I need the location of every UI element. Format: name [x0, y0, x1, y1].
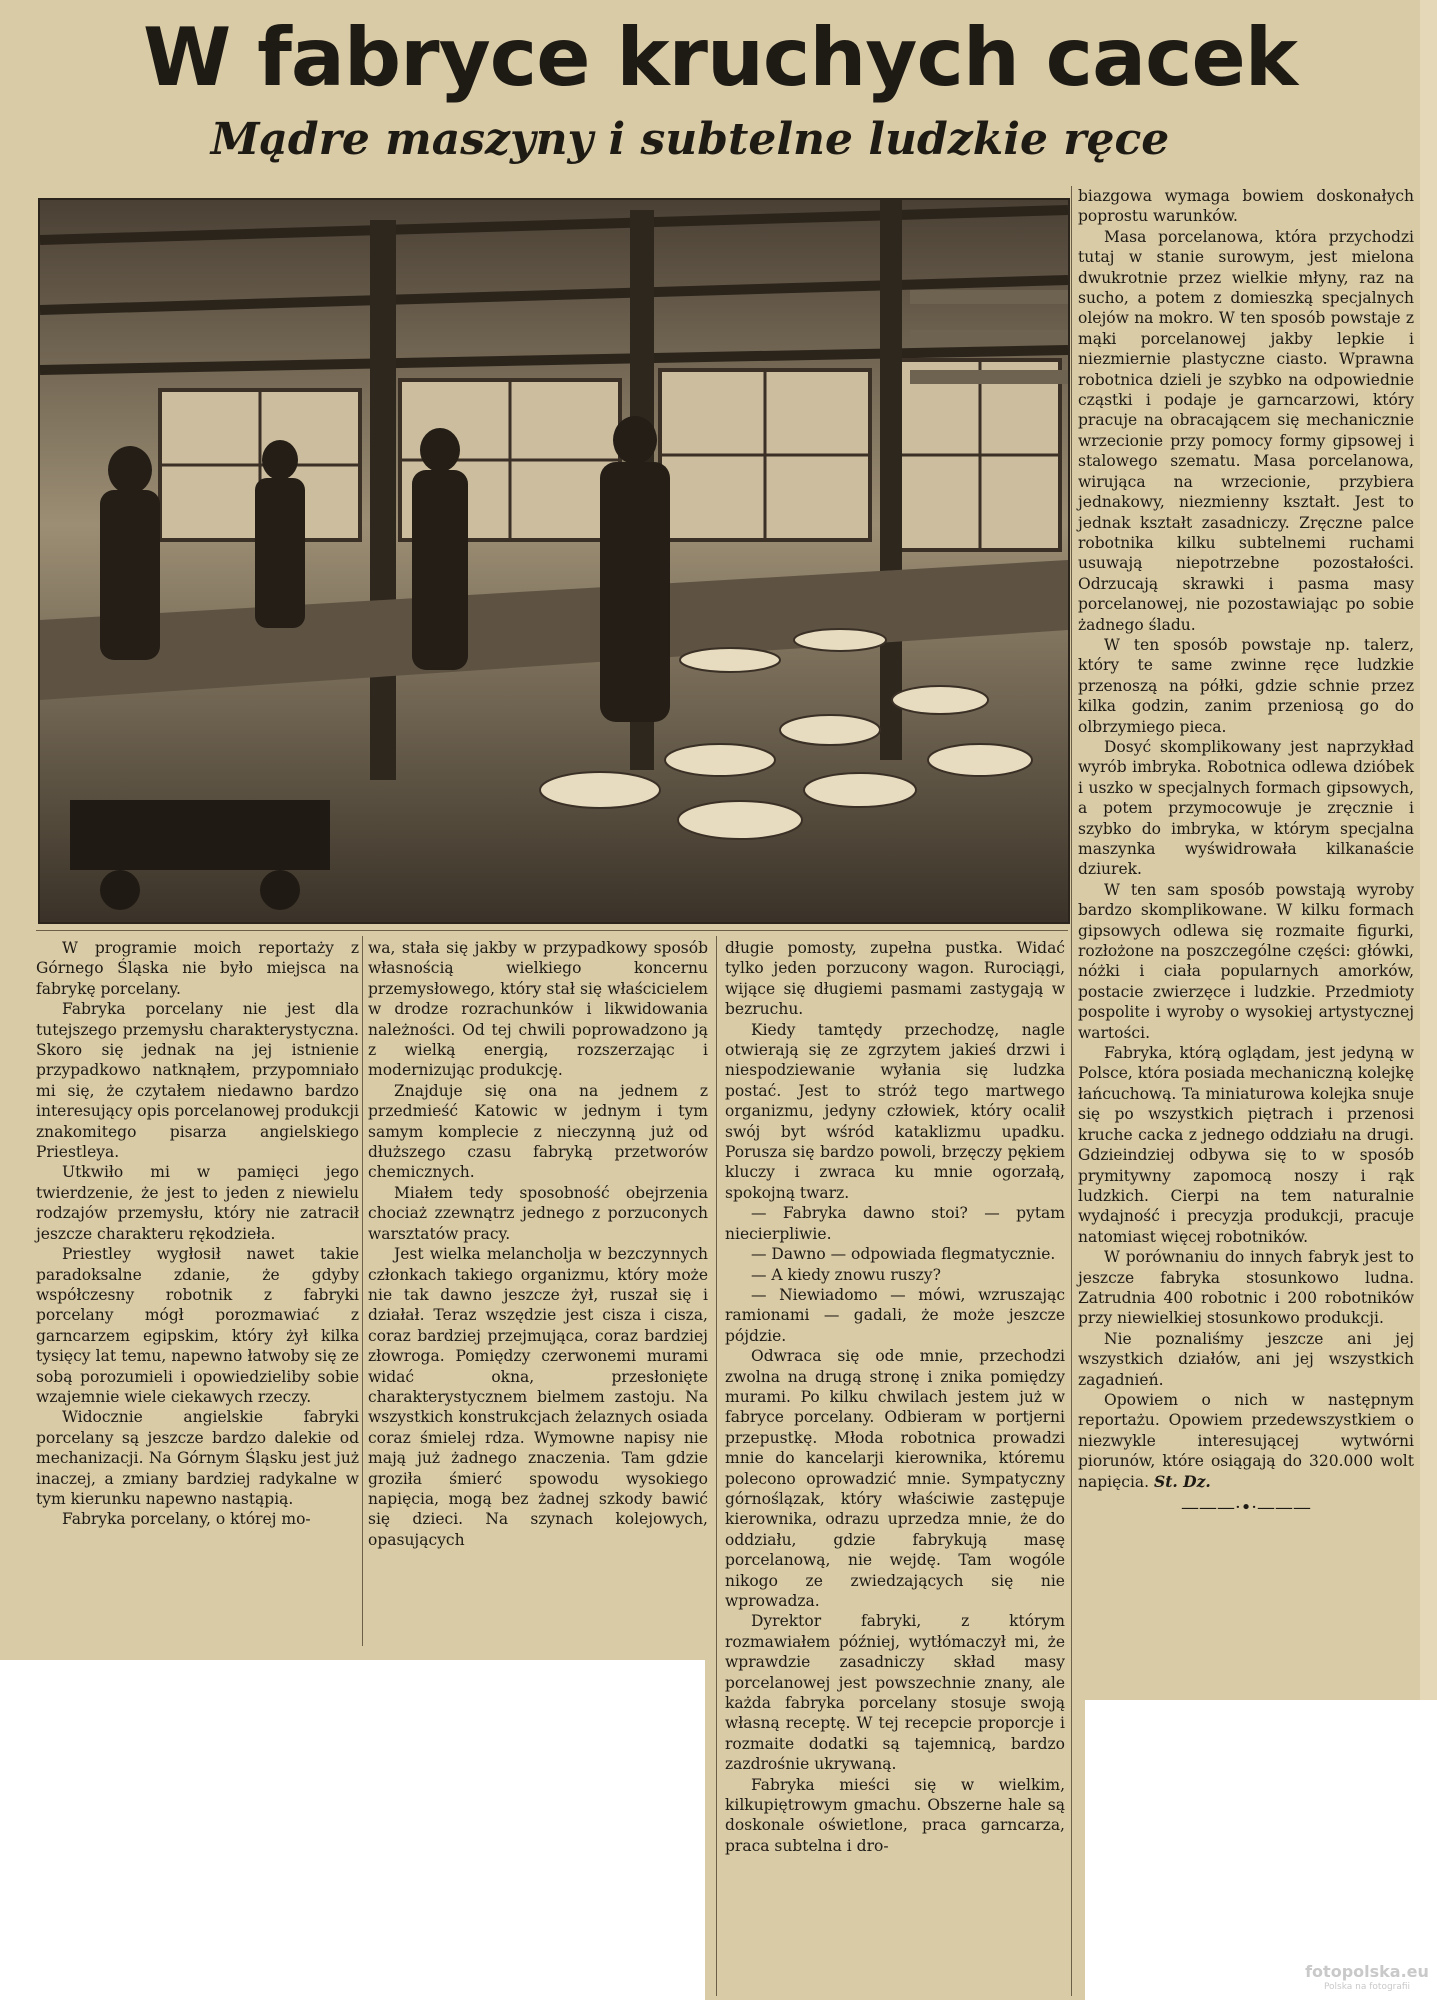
article-column-4: [1078, 186, 1414, 1518]
column-rule: [716, 936, 717, 1996]
subheadline: Mądre maszyny i subtelne ludzkie ręce: [210, 114, 1170, 165]
watermark: [1302, 1962, 1432, 1992]
paragraph: Masa porcelanowa, która przychodzi tutaj w stanie surowym, jest mielona dwukrotnie przez wielkie młyny, raz na sucho, a potem z domieszką specjalnych olejów na mokro. W ten sposób powstaje z mąki porcelanowej jakby lepkie i niezmiernie plastyczne ciasto. Wprawna robotnica dzieli je szybko na odpowiednie cząstki i podaje je garncarzowi, który pracuje na obracającem się mechanicznie wrzecionie przy pomocy formy gipsowej i stalowego szematu. Masa porcelanowa, wirująca na wrzecionie, przybiera jednakowy, niezmienny kształt. Jest to jednak kształt zasadniczy. Zręczne palce robotnika kilku subtelnemi ruchami usuwają niepotrzebne pozostałości. Odrzucają skrawki i pasma masy porcelanowej, nie pozostawiając po sobie żadnego śladu.: [1078, 227, 1414, 634]
author-signature: St. Dz.: [1154, 1471, 1211, 1491]
paragraph: — Fabryka dawno stoi? — pytam niecierpliwie.: [725, 1204, 1065, 1243]
photo-column-rule: [36, 930, 1068, 931]
column-rule: [1071, 186, 1072, 1996]
paragraph: Fabryka mieści się w wielkim, kilkupiętrowym gmachu. Obszerne hale są doskonale oświetlone, praca garncarza, praca subtelna i dro-: [725, 1775, 1065, 1855]
paragraph: Dosyć skomplikowany jest naprzykład wyrób imbryka. Robotnica odlewa dzióbek i uszko w specjalnych formach gipsowych, a potem przymocowuje je zręcznie i szybko do imbryka, w którym specjalna maszynka wyświdrowała kilkanaście dziurek.: [1078, 737, 1414, 879]
paragraph: [1078, 1390, 1414, 1492]
paragraph: Znajduje się ona na jednem z przedmieść Katowic w jednym i tym samym komplecie z nieczynną już od dłuższego czasu fabryką przetworów chemicznych.: [368, 1081, 708, 1182]
newspaper-page-lower-right: [1080, 1640, 1437, 1700]
paragraph: W porównaniu do innych fabryk jest to jeszcze fabryka stosunkowo ludna. Zatrudnia 400 robotnic i 200 robotników przy niewielkiej stosunkowo produkcji.: [1078, 1248, 1414, 1328]
paragraph: Nie poznaliśmy jeszcze ani jej wszystkich działów, ani jej wszystkich zagadnień.: [1078, 1329, 1414, 1389]
paragraph: Utkwiło mi w pamięci jego twierdzenie, że jest to jeden z niewielu rodzajów przemysłu, który nie zatracił jeszcze charakteru rękodzieła.: [36, 1163, 359, 1243]
paragraph: Kiedy tamtędy przechodzę, nagle otwierają się ze zgrzytem jakieś drzwi i niespodziewanie wyłania się ludzka postać. Jest to stróż tego martwego organizmu, jedyny człowiek, który ocalił swój byt wśród kataklizmu upadku. Porusza się bardzo powoli, brzęczy pękiem kluczy i zwraca ku mnie ogorzałą, spokojną twarz.: [725, 1020, 1065, 1202]
paragraph: Priestley wygłosił nawet takie paradoksalne zdanie, że gdyby współczesny robotnik z fabryki porcelany mógł porozmawiać z garncarzem egipskim, który żył kilka tysięcy lat temu, napewno łatwoby się ze sobą porozumieli i opowiedzieliby sobie wzajemnie wiele ciekawych rzeczy.: [36, 1245, 359, 1406]
paragraph: W ten sam sposób powstają wyroby bardzo skomplikowane. W kilku formach gipsowych odlewa się rozmaite figurki, rozłożone na poszczególne części: główki, nóżki i ciała popularnych amorków, postacie zwierzęce i ludzkie. Przedmioty pospolite i wyroby o wysokiej artystycznej wartości.: [1078, 880, 1414, 1042]
paragraph: Miałem tedy sposobność obejrzenia chociaż zzewnątrz jednego z porzuconych warsztatów pracy.: [368, 1183, 708, 1243]
factory-workshop-photo: [38, 198, 1070, 924]
paragraph: Widocznie angielskie fabryki porcelany są jeszcze bardzo dalekie od mechanizacji. Na Górnym Śląsku jest już inaczej, a zmiany bardziej radykalne w tym kierunku napewno nastąpią.: [36, 1408, 359, 1508]
end-separator: ———·•·———: [1180, 1497, 1312, 1518]
paragraph: — Dawno — odpowiada flegmatycznie.: [751, 1245, 1056, 1264]
watermark-tagline: Polska na fotografii: [1323, 1982, 1411, 1992]
page-edge-strip: [1420, 0, 1437, 1700]
paragraph: Dyrektor fabryki, z którym rozmawiałem później, wytłómaczył mi, że wprawdzie zasadniczy skład masy porcelanowej jest powszechnie znany, ale każda fabryka porcelany stosuje swoją własną receptę. W tej recepcie proporcje i rozmaite dodatki są tajemnicą, bardzo zazdrośnie ukrywaną.: [725, 1612, 1065, 1774]
paragraph: biazgowa wymaga bowiem doskonałych poprostu warunków.: [1078, 187, 1414, 226]
paragraph: Fabryka, którą oglądam, jest jedyną w Polsce, która posiada mechaniczną kolejkę łańcuchową. Ta miniaturowa kolejka snuje się po wszystkich piętrach i przenosi kruche cacka z jednego oddziału na drugi. Gdzieindziej odbywa się to w sposób prymitywny zapomocą noszy i rąk ludzkich. Cierpi na tem naturalnie wydajność i precyzja produkcji, pracuje natomiast więcej robotników.: [1078, 1044, 1414, 1246]
article-column-3: [725, 938, 1065, 1856]
article-column-1: [36, 938, 359, 1530]
paragraph: W ten sposób powstaje np. talerz, który te same zwinne ręce ludzkie przenoszą na półki, gdzie schnie przez kilka godzin, zanim przeniosą go do olbrzymiego pieca.: [1078, 635, 1414, 736]
paragraph: wa, stała się jakby w przypadkowy sposób własnością wielkiego koncernu przemysłowego, który stał się właścicielem w drodze rozrachunków i likwidowania należności. Od tej chwili poprowadzono ją z wielką energią, rozszerzając i modernizując produkcję.: [368, 939, 708, 1080]
watermark-brand: fotopolska.eu: [1305, 1962, 1429, 1981]
paragraph: Jest wielka melancholja w bezczynnych członkach takiego organizmu, który może nie tak dawno jeszcze żył, ruszał się i działał. Teraz wszędzie jest cisza i cisza, coraz bardziej przejmująca, coraz bardziej złowroga. Pomiędzy czerwonemi murami widać okna, przesłonięte charakterystycznem bielmem zastoju. Na wszystkich konstrukcjach żelaznych osiada coraz śmielej rdza. Wymowne napisy nie mają już żadnego znaczenia. Tam gdzie groziła śmierć spowodu wysokiego napięcia, mogą bez żadnej szkody bawić się dzieci. Na szynach kolejowych, opasujących: [368, 1245, 708, 1549]
headline: W fabryce kruchych cacek: [143, 11, 1297, 104]
factory-photo-illustration: [40, 200, 1068, 922]
article-column-2: [368, 938, 708, 1550]
paragraph: Odwraca się ode mnie, przechodzi zwolna na drugą stronę i znika pomiędzy murami. Po kilku chwilach jestem już w fabryce porcelany. Odbieram w portjerni przepustkę. Młoda robotnica prowadzi mnie do kancelarji kierownika, któremu polecono oprowadzić mnie. Sympatyczny górnoślązak, który właściwie zastępuje kierownika, odrazu uprzedza mnie, że do oddziału, gdzie fabrykują masę porcelanową, nie wejdę. Tam wogóle nikogo ze zwiedzających się nie wprowadza.: [725, 1347, 1065, 1610]
paragraph: Fabryka porcelany, o której mo-: [62, 1510, 311, 1529]
paragraph: — A kiedy znowu ruszy?: [751, 1265, 941, 1284]
paragraph: W programie moich reportaży z Górnego Śląska nie było miejsca na fabrykę porcelany.: [36, 939, 359, 998]
paragraph-text: Opowiem o nich w następnym reportażu. Opowiem przedewszystkiem o niezwykle interesującej wytwórni piorunów, które osiągają do 320.000 wolt napięcia.: [1078, 1390, 1414, 1491]
paragraph: Fabryka porcelany nie jest dla tutejszego przemysłu charakterystyczna. Skoro się jednak na jej istnienie przypadkowo natknąłem, przypomniało mi się, że czytałem niedawno bardzo interesujący opis porcelanowej produkcji znakomitego pisarza angielskiego Priestleya.: [36, 1000, 359, 1162]
paragraph: długie pomosty, zupełna pustka. Widać tylko jeden porzucony wagon. Rurociągi, wijące się długiemi pasmami zastygają w bezruchu.: [725, 939, 1065, 1019]
paragraph: — Niewiadomo — mówi, wzruszając ramionami — gadali, że może jeszcze pójdzie.: [725, 1285, 1065, 1345]
column-rule: [362, 936, 363, 1646]
